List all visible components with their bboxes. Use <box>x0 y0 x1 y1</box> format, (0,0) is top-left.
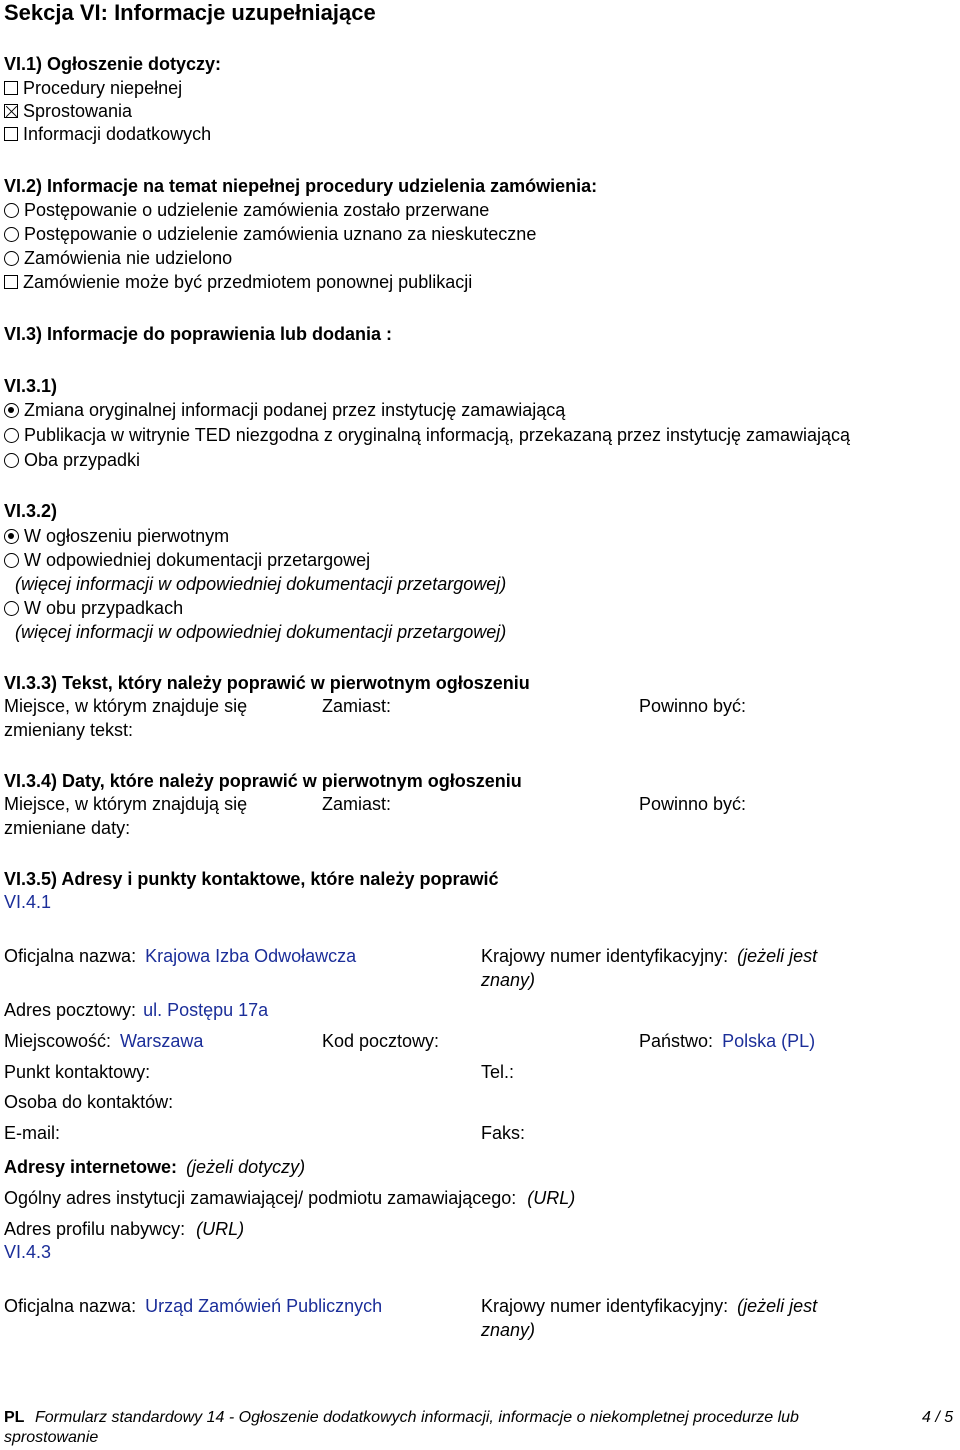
vi33-col2: Zamiast: <box>322 696 392 716</box>
footer-lang <box>4 1408 24 1428</box>
field-label: Adresy internetowe: <box>4 1157 178 1177</box>
city <box>4 1029 203 1053</box>
internet-addresses <box>4 1155 305 1179</box>
field-label: Adres profilu nabywcy: <box>4 1219 186 1239</box>
option-label: W ogłoszeniu pierwotnym <box>24 526 230 546</box>
radio-empty-icon <box>4 251 19 266</box>
field-label: Ogólny adres instytucji zamawiającej/ podmiotu zamawiającego: <box>4 1188 517 1208</box>
option-label: Zmiana oryginalnej informacji podanej przez instytucję zamawiającą <box>24 400 566 420</box>
field-hint: (jeżeli jest <box>737 1296 818 1316</box>
national-id-1 <box>481 944 817 992</box>
language-code: PL <box>4 1409 25 1426</box>
fax: Faks: <box>481 1123 526 1143</box>
general-address <box>4 1186 575 1210</box>
vi33-col1 <box>4 694 247 742</box>
option-label: Publikacja w witrynie TED niezgodna z oryginalną informacją, przekazaną przez instytucję zamawiającą <box>24 425 851 445</box>
vi1-option-informacji[interactable] <box>4 122 211 146</box>
radio-empty-icon <box>4 601 19 616</box>
vi32-radio-pierwotnym[interactable] <box>4 524 229 548</box>
field-hint: znany) <box>481 970 536 990</box>
vi34-col3: Powinno być: <box>639 794 747 814</box>
vi2-radio-nieskuteczne[interactable] <box>4 222 536 246</box>
option-label: Zamówienie może być przedmiotem ponownej publikacji <box>23 272 473 292</box>
field-label: Krajowy numer identyfikacyjny: <box>481 1296 729 1316</box>
vi35-title: VI.3.5) Adresy i punkty kontaktowe, które należy poprawić <box>4 869 499 889</box>
radio-selected-icon <box>4 529 19 544</box>
option-label: Procedury niepełnej <box>23 78 183 98</box>
checkbox-checked-icon <box>4 104 18 118</box>
vi34-title: VI.3.4) Daty, które należy poprawić w pierwotnym ogłoszeniu <box>4 771 522 791</box>
vi1-title: VI.1) Ogłoszenie dotyczy: <box>4 54 222 74</box>
section-title: Sekcja VI: Informacje uzupełniające <box>4 0 376 25</box>
telephone: Tel.: <box>481 1062 515 1082</box>
vi32-label: VI.3.2) <box>4 501 58 521</box>
contact-person: Osoba do kontaktów: <box>4 1092 174 1112</box>
footer-form-title-cont: sprostowanie <box>4 1429 99 1446</box>
country-value: Polska (PL) <box>722 1031 816 1051</box>
vi35-ref-2: VI.4.3 <box>4 1242 52 1262</box>
checkbox-empty-icon <box>4 275 18 289</box>
field-label: Krajowy numer identyfikacyjny: <box>481 946 729 966</box>
option-label: W odpowiedniej dokumentacji przetargowej <box>24 550 371 570</box>
postal-address <box>4 998 268 1022</box>
column-label: Miejsce, w którym znajdują się <box>4 794 248 814</box>
vi2-checkbox-ponowna-publikacja[interactable] <box>4 270 472 294</box>
vi32-radio-obu[interactable] <box>4 596 183 620</box>
vi32-note-2: (więcej informacji w odpowiedniej dokumentacji przetargowej) <box>15 622 507 642</box>
official-name-value: Urząd Zamówień Publicznych <box>145 1296 383 1316</box>
radio-empty-icon <box>4 227 19 242</box>
vi1-option-procedury[interactable] <box>4 76 182 100</box>
option-label: W obu przypadkach <box>24 598 184 618</box>
field-label: Oficjalna nazwa: <box>4 946 137 966</box>
column-label: zmieniane daty: <box>4 818 131 838</box>
vi32-note-1: (więcej informacji w odpowiedniej dokumentacji przetargowej) <box>15 574 507 594</box>
vi34-col1 <box>4 792 247 840</box>
option-label: Postępowanie o udzielenie zamówienia uznano za nieskuteczne <box>24 224 537 244</box>
radio-empty-icon <box>4 453 19 468</box>
vi2-radio-przerwane[interactable] <box>4 198 489 222</box>
country <box>639 1029 815 1053</box>
vi33-title: VI.3.3) Tekst, który należy poprawić w pierwotnym ogłoszeniu <box>4 673 530 693</box>
vi31-label: VI.3.1) <box>4 376 58 396</box>
column-label: zmieniany tekst: <box>4 720 134 740</box>
field-label: Oficjalna nazwa: <box>4 1296 137 1316</box>
vi32-radio-dokumentacji[interactable] <box>4 548 370 572</box>
field-hint: (URL) <box>527 1188 576 1208</box>
footer-form-title: Formularz standardowy 14 - Ogłoszenie dodatkowych informacji, informacje o niekompletnej procedurze lub <box>35 1409 799 1426</box>
vi33-col3: Powinno być: <box>639 696 747 716</box>
checkbox-empty-icon <box>4 127 18 141</box>
email: E-mail: <box>4 1123 61 1143</box>
option-label: Postępowanie o udzielenie zamówienia zostało przerwane <box>24 200 490 220</box>
option-label: Zamówienia nie udzielono <box>24 248 233 268</box>
vi31-radio-zmiana[interactable] <box>4 398 565 422</box>
field-label: Adres pocztowy: <box>4 1000 137 1020</box>
page-number: 4 / 5 <box>922 1409 954 1426</box>
radio-empty-icon <box>4 203 19 218</box>
city-value: Warszawa <box>120 1031 204 1051</box>
vi1-option-sprostowania[interactable] <box>4 99 132 123</box>
vi2-title: VI.2) Informacje na temat niepełnej procedury udzielenia zamówienia: <box>4 176 598 196</box>
checkbox-empty-icon <box>4 81 18 95</box>
column-label: Miejsce, w którym znajduje się <box>4 696 248 716</box>
postal-address-value: ul. Postępu 17a <box>143 1000 269 1020</box>
field-hint: (jeżeli jest <box>737 946 818 966</box>
vi3-title: VI.3) Informacje do poprawienia lub dodania : <box>4 324 393 344</box>
official-name-1 <box>4 944 356 968</box>
option-label: Sprostowania <box>23 101 133 121</box>
official-name-2 <box>4 1294 382 1318</box>
official-name-value: Krajowa Izba Odwoławcza <box>145 946 357 966</box>
national-id-2 <box>481 1294 817 1342</box>
field-hint: znany) <box>481 1320 536 1340</box>
vi31-radio-ted[interactable] <box>4 423 850 447</box>
field-label: Miejscowość: <box>4 1031 112 1051</box>
vi34-col2: Zamiast: <box>322 794 392 814</box>
postal-code: Kod pocztowy: <box>322 1031 440 1051</box>
buyer-profile <box>4 1217 244 1241</box>
field-hint: (URL) <box>196 1219 245 1239</box>
contact-point: Punkt kontaktowy: <box>4 1062 151 1082</box>
vi31-radio-oba[interactable] <box>4 448 140 472</box>
radio-selected-icon <box>4 403 19 418</box>
radio-empty-icon <box>4 553 19 568</box>
option-label: Informacji dodatkowych <box>23 124 212 144</box>
option-label: Oba przypadki <box>24 450 141 470</box>
radio-empty-icon <box>4 428 19 443</box>
vi35-ref-1: VI.4.1 <box>4 892 52 912</box>
field-label: Państwo: <box>639 1031 714 1051</box>
field-hint: (jeżeli dotyczy) <box>186 1157 306 1177</box>
vi2-radio-nie-udzielono[interactable] <box>4 246 232 270</box>
